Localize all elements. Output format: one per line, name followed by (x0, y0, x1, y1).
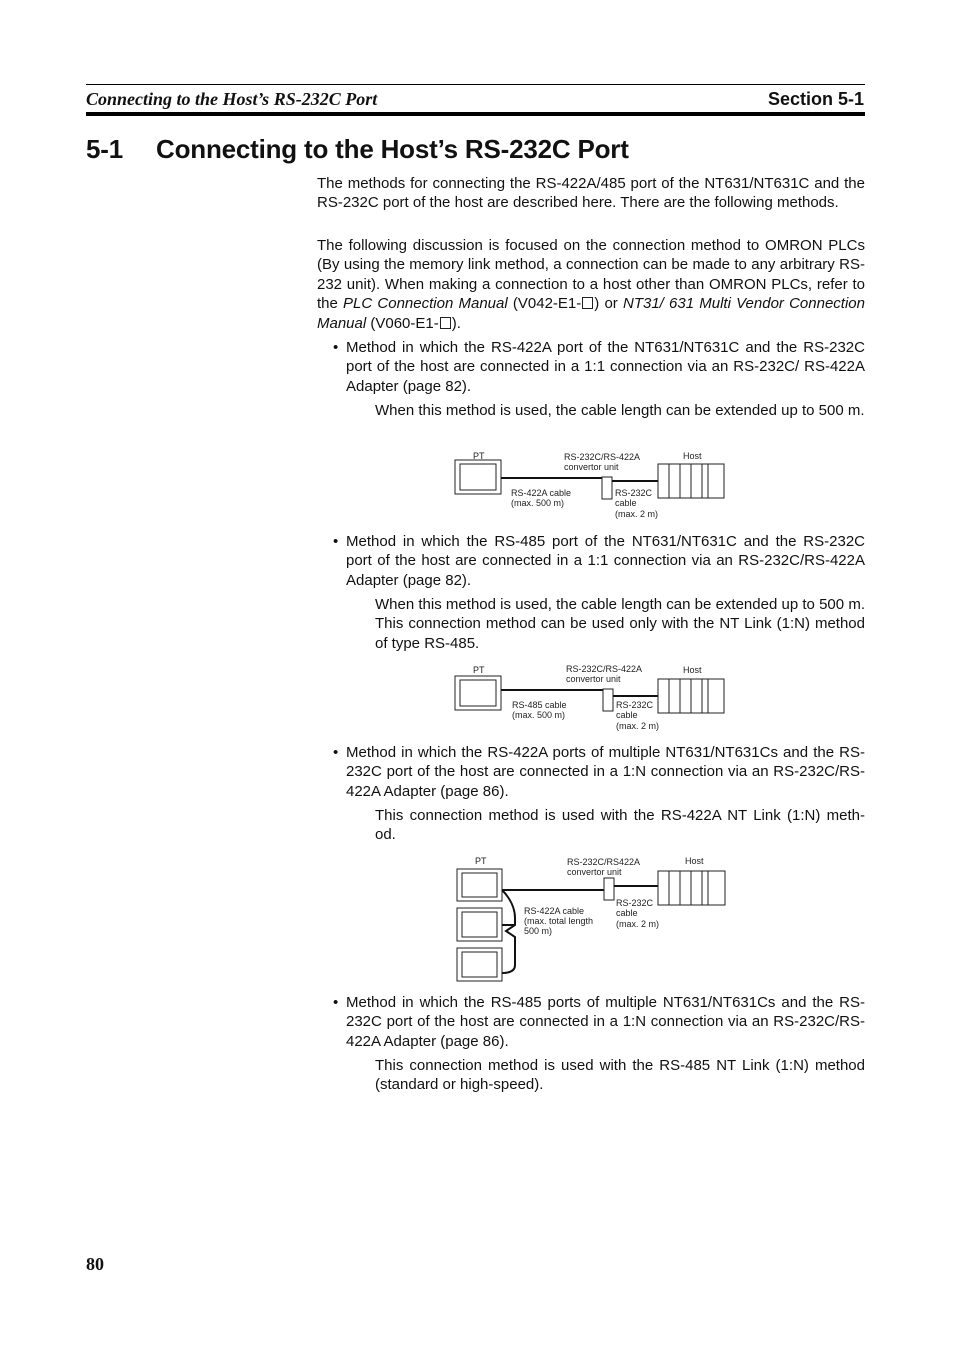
manual-code-2: (V060-E1- (366, 314, 439, 332)
section-heading (86, 134, 629, 165)
cable-label-1: RS-422A cable (524, 906, 585, 916)
convertor-label-1: RS-232C/RS422A (567, 857, 641, 867)
pt-screen (462, 952, 497, 977)
section-label: Section 5-1 (767, 89, 864, 109)
bullet-symbol: • (333, 994, 339, 1011)
header-rule-bottom (86, 112, 865, 116)
pt-terminal-3 (457, 948, 502, 981)
bullet-symbol: • (333, 533, 339, 550)
rs232c-label-2: cable (615, 498, 637, 508)
pt-screen (460, 464, 496, 490)
bullet-symbol: • (333, 339, 339, 356)
cable-label-3: 500 m) (524, 926, 553, 936)
pt-terminal (455, 460, 501, 494)
convertor-unit (604, 878, 614, 900)
method-bullet-4 (331, 993, 865, 1051)
placeholder-box-icon (440, 317, 451, 329)
method-note-1: When this method is used, the cable length can be extended up to 500 m. (375, 402, 865, 419)
connection-diagram-1 (440, 448, 740, 528)
convertor-unit (602, 477, 612, 499)
method-note-3: This connection method is used with the RS-422A NT Link (1:N) meth- od. (375, 807, 865, 844)
pt-screen (460, 680, 496, 706)
pt-screen (462, 873, 497, 897)
pt-terminal (455, 676, 501, 710)
rs232c-label-3: (max. 2 m) (616, 919, 660, 929)
manual-title-plc: PLC Connection Manual (343, 295, 508, 313)
rs232c-label-1: RS-232C (616, 898, 654, 908)
host-label: Host (683, 451, 702, 461)
pt-label: PT (473, 451, 485, 461)
manual-title-multivendor: NT31/ 631 Multi Vendor Connection Manual (317, 295, 865, 332)
running-header-title: Connecting to the Host’s RS-232C Port (86, 89, 378, 109)
cable-label-2: (max. 500 m) (511, 498, 565, 508)
connection-diagram-3 (440, 853, 740, 993)
convertor-label-2: convertor unit (567, 867, 622, 877)
pt-label: PT (475, 856, 487, 866)
method-bullet-1 (331, 338, 865, 396)
convertor-label-2: convertor unit (564, 462, 619, 472)
host-label: Host (683, 665, 702, 675)
rs232c-label-3: (max. 2 m) (615, 509, 659, 519)
multidrop-cable (502, 890, 515, 973)
page-number: 80 (86, 1254, 104, 1274)
intro-paragraph-1: The methods for connecting the RS-422A/485 port of the NT631/NT631C and the RS-232C port of the host are described here. There are the following methods. (317, 175, 865, 212)
cable-label-1: RS-485 cable (512, 700, 567, 710)
rs232c-label-2: cable (616, 710, 638, 720)
convertor-label-1: RS-232C/RS-422A (566, 664, 643, 674)
method-note-2: When this method is used, the cable length can be extended up to 500 m. This connection method can be used only with the NT Link (1:N) method of type RS-485. (375, 596, 865, 652)
intro-paragraph-2 (317, 236, 865, 333)
rs232c-label-3: (max. 2 m) (616, 721, 660, 731)
intro-text-end: ). (451, 314, 461, 332)
bullet-text: Method in which the RS-485 ports of multiple NT631/NT631Cs and the RS-232C port of the host are connected in a 1:N connection via an RS-232C/RS-422A Adapter (page 86). (346, 994, 865, 1050)
intro-text-or: ) or (594, 295, 623, 313)
section-title: Connecting to the Host’s RS-232C Port (156, 134, 629, 164)
pt-terminal-1 (457, 869, 502, 901)
cable-label-2: (max. 500 m) (512, 710, 566, 720)
connection-diagram-2 (440, 660, 740, 740)
bullet-symbol: • (333, 744, 339, 761)
cable-label-1: RS-422A cable (511, 488, 572, 498)
convertor-label-2: convertor unit (566, 674, 621, 684)
method-note-4: This connection method is used with the RS-485 NT Link (1:N) method (standard or high-speed). (375, 1057, 865, 1094)
convertor-unit (603, 689, 613, 711)
method-bullet-2 (331, 532, 865, 590)
pt-screen (462, 912, 497, 937)
bullet-text: Method in which the RS-422A ports of multiple NT631/NT631Cs and the RS-232C port of the host are connected in a 1:N connection via an RS-232C/RS-422A Adapter (page 86). (346, 744, 865, 800)
cable-label-2: (max. total length (524, 916, 594, 926)
manual-code-1: (V042-E1- (507, 295, 582, 313)
rs232c-label-1: RS-232C (616, 700, 654, 710)
rs232c-label-2: cable (616, 908, 638, 918)
intro-text: The following discussion is focused on the connection method to OMRON PLCs (By using the memory link method, a connection can be made to any arbitrary RS-232 unit). When making a connection to a host other than OMRON PLCs, refer to the (317, 237, 865, 313)
host-label: Host (685, 856, 704, 866)
pt-terminal-2 (457, 908, 502, 941)
pt-label: PT (473, 665, 485, 675)
header-rule-top (86, 84, 865, 85)
placeholder-box-icon (582, 297, 593, 309)
bullet-text: Method in which the RS-485 port of the NT631/NT631C and the RS-232C port of the host are connected in a 1:1 connection via an RS-232C/RS-422A Adapter (page 82). (346, 533, 865, 589)
method-bullet-3 (331, 743, 865, 801)
section-number: 5-1 (86, 134, 123, 164)
rs232c-label-1: RS-232C (615, 488, 653, 498)
bullet-text: Method in which the RS-422A port of the NT631/NT631C and the RS-232C port of the host are connected in a 1:1 connection via an RS-232C/ RS-422A Adapter (page 82). (346, 339, 865, 395)
convertor-label-1: RS-232C/RS-422A (564, 452, 641, 462)
